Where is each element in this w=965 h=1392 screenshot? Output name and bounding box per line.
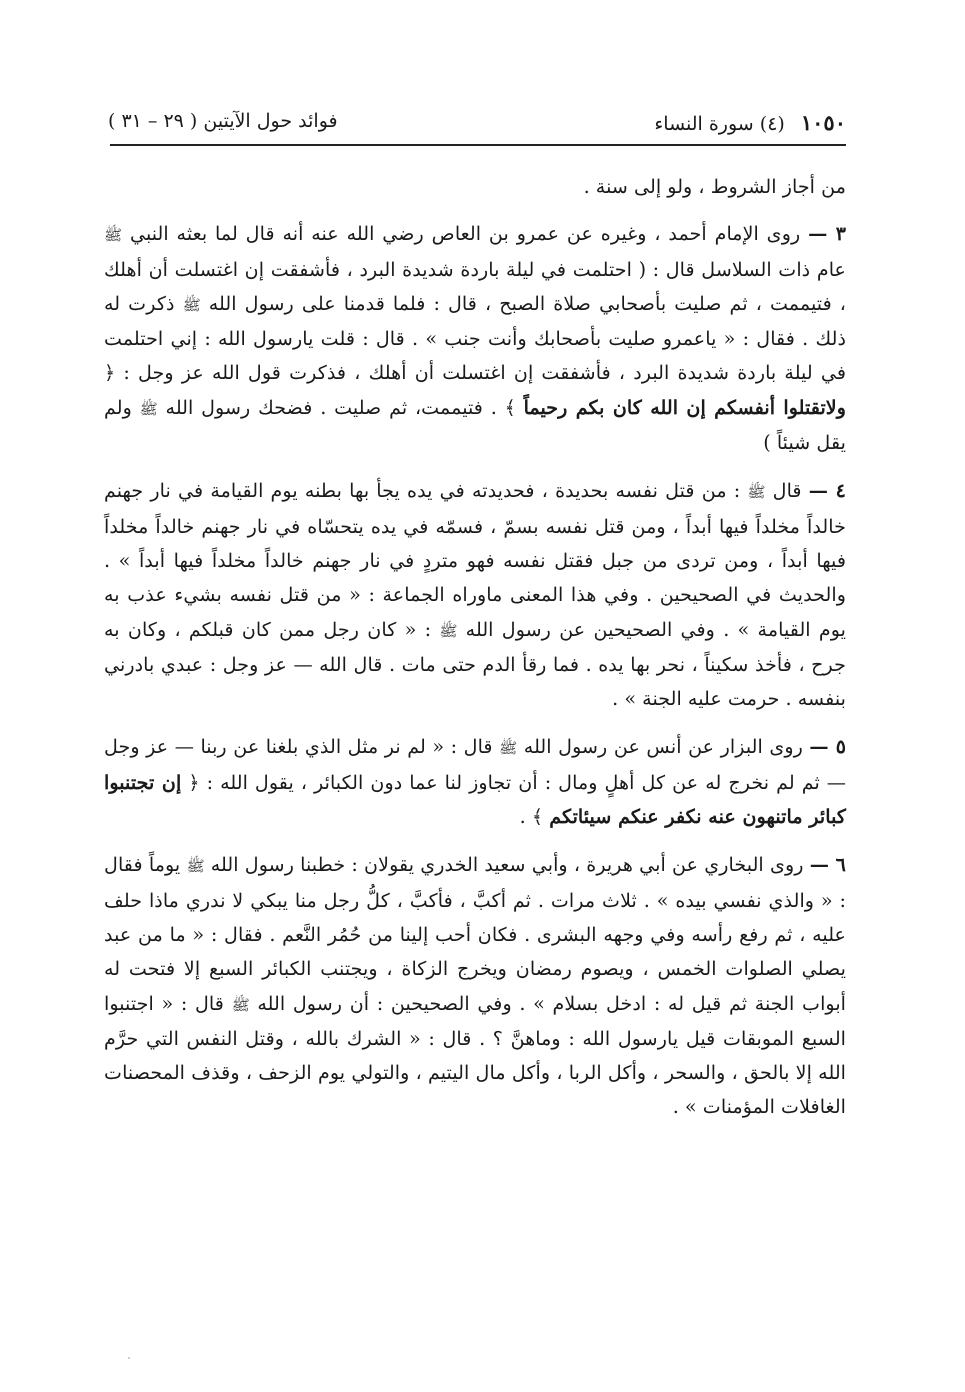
paragraph-text: : من قتل نفسه بحديدة ، فحديدته في يده يجأ بها بطنه يوم القيامة في نار جهنم خالداً مخلداً فيها أبداً ، ومن قتل نفسه بسمّ ، فسمّه في يده يتحسّاه في نار جهنم خالداً مخلداً فيها أبداً ، ومن تردى من جبل فقتل نفسه فهو متردٍ في نار جهنم خالداً مخلداً فيها أبداً » . والحديث في الصحيحين . وفي هذا المعنى ماوراه الجماعة : « من قتل نفسه بشيء عذب به يوم القيامة » . وفي الصحيحين عن رسول الله — [104, 479, 846, 641]
paragraph-continuation: من أجاز الشروط ، ولو إلى سنة . — [583, 175, 846, 198]
header-divider — [110, 144, 846, 146]
surah-title: (٤) سورة النساء — [654, 113, 785, 135]
paragraph-text: قال — [765, 479, 809, 503]
paragraph-text: عام ذات السلاسل قال : ( احتلمت في ليلة باردة شديدة البرد ، فأشفقت إن اغتسلت أن أهلك ، فتيممت ، ثم صليت بأصحابي صلاة الصبح ، قال : فلما قدمنا على رسول الله — [104, 257, 846, 315]
salutation-glyph: ﷺ — [182, 295, 201, 314]
paragraph-text: قال : « لم نر مثل الذي بلغنا عن ربنا — عز وجل — ثم لم نخرج له عن كل أهلٍ ومال : أن تجاوز لنا عما دون الكبائر ، يقول الله : ﴿ — [104, 735, 846, 794]
running-title: فوائد حول الآيتين ( ٢٩ – ٣١ ) — [108, 110, 338, 132]
body-text — [104, 170, 846, 1139]
paragraph-text: ﴾ . فتيممت، ثم صليت . فضحك رسول الله — [157, 395, 524, 419]
paragraph-6 — [104, 848, 846, 1124]
scan-speck — [128, 1357, 130, 1359]
salutation-glyph: ﷺ — [104, 226, 123, 245]
paragraph-text: : « كان رجل ممن كان قبلكم ، وكان به جرح ، فأخذ سكيناً ، نحر بها يده . فما رقأ الدم حتى مات . قال الله — عز وجل : عبدي بادرني بنفسه . حرمت عليه الجنة » . — [104, 617, 846, 711]
paragraph-number: ٤ — — [808, 479, 846, 503]
salutation-glyph: ﷺ — [139, 399, 158, 418]
paragraph-5 — [104, 730, 846, 834]
salutation-glyph: ﷺ — [186, 857, 205, 876]
paragraph-text: ذكرت له ذلك . فقال : « ياعمرو صليت بأصحابك وأنت جنب » . قال : قلت يارسول الله : إني احتلمت في ليلة باردة شديدة البرد ، فأشفقت إن اغتسلت أن أهلك ، فذكرت قول الله عز وجل : ﴿ — [104, 291, 846, 385]
page-number: ١٠٥٠ — [800, 110, 846, 135]
paragraph-text: ولم يقل شيئاً ) — [104, 395, 846, 455]
salutation-glyph: ﷺ — [747, 483, 766, 502]
salutation-glyph: ﷺ — [439, 621, 458, 640]
paragraph-text: روى البخاري عن أبي هريرة ، وأبي سعيد الخدري يقولان : خطبنا رسول الله — [204, 853, 810, 877]
header-right — [654, 110, 846, 135]
quran-verse: ولاتقتلوا أنفسكم إن الله كان بكم رحيماً — [523, 395, 847, 419]
quran-verse: إن تجتنبوا كبائر ماتنهون عنه نكفر عنكم سيئاتكم — [104, 770, 846, 829]
paragraph-number: ٥ — — [809, 735, 847, 759]
paragraph-number: ٣ — — [808, 222, 846, 246]
paragraph-text: روى البزار عن أنس عن رسول الله — [517, 735, 810, 759]
paragraph-text: روى الإمام أحمد ، وغيره عن عمرو بن العاص رضي الله عنه أنه قال لما بعثه النبي — [122, 222, 809, 246]
paragraph-text: قال : « اجتنبوا السبع الموبقات قيل يارسول الله : وماهنَّ ؟ . قال : « الشرك بالله ، وقتل النفس التي حرَّم الله إلا بالحق ، والسحر ، وأكل الربا ، وأكل مال اليتيم ، والتولي يوم الزحف ، وقذف المحصنات الغافلات المؤمنات » . — [104, 991, 846, 1119]
paragraph-text: يوماً فقال : « والذي نفسي بيده » . ثلاث مرات . ثم أكبَّ ، فأكبَّ ، كلُّ رجل منا يبكي لا ندري ماذا حلف عليه ، ثم رفع رأسه وفي وجهه البشرى . فكان أحب إلينا من حُمُر النَّعم . فقال : « ما من عبد يصلي الصلوات الخمس ، ويصوم رمضان ويخرج الزكاة ، ويجتنب الكبائر السبع إلا فتحت له أبواب الجنة ثم قيل له : ادخل بسلام » . وفي الصحيحين : أن رسول الله — [104, 853, 846, 1015]
paragraph-3 — [104, 217, 846, 460]
paragraph-number: ٦ — — [809, 853, 846, 877]
page-header — [108, 104, 846, 144]
salutation-glyph: ﷺ — [231, 995, 250, 1014]
paragraph-4 — [104, 474, 846, 716]
paragraph-text: ﴾ . — [519, 805, 550, 829]
salutation-glyph: ﷺ — [499, 739, 518, 758]
